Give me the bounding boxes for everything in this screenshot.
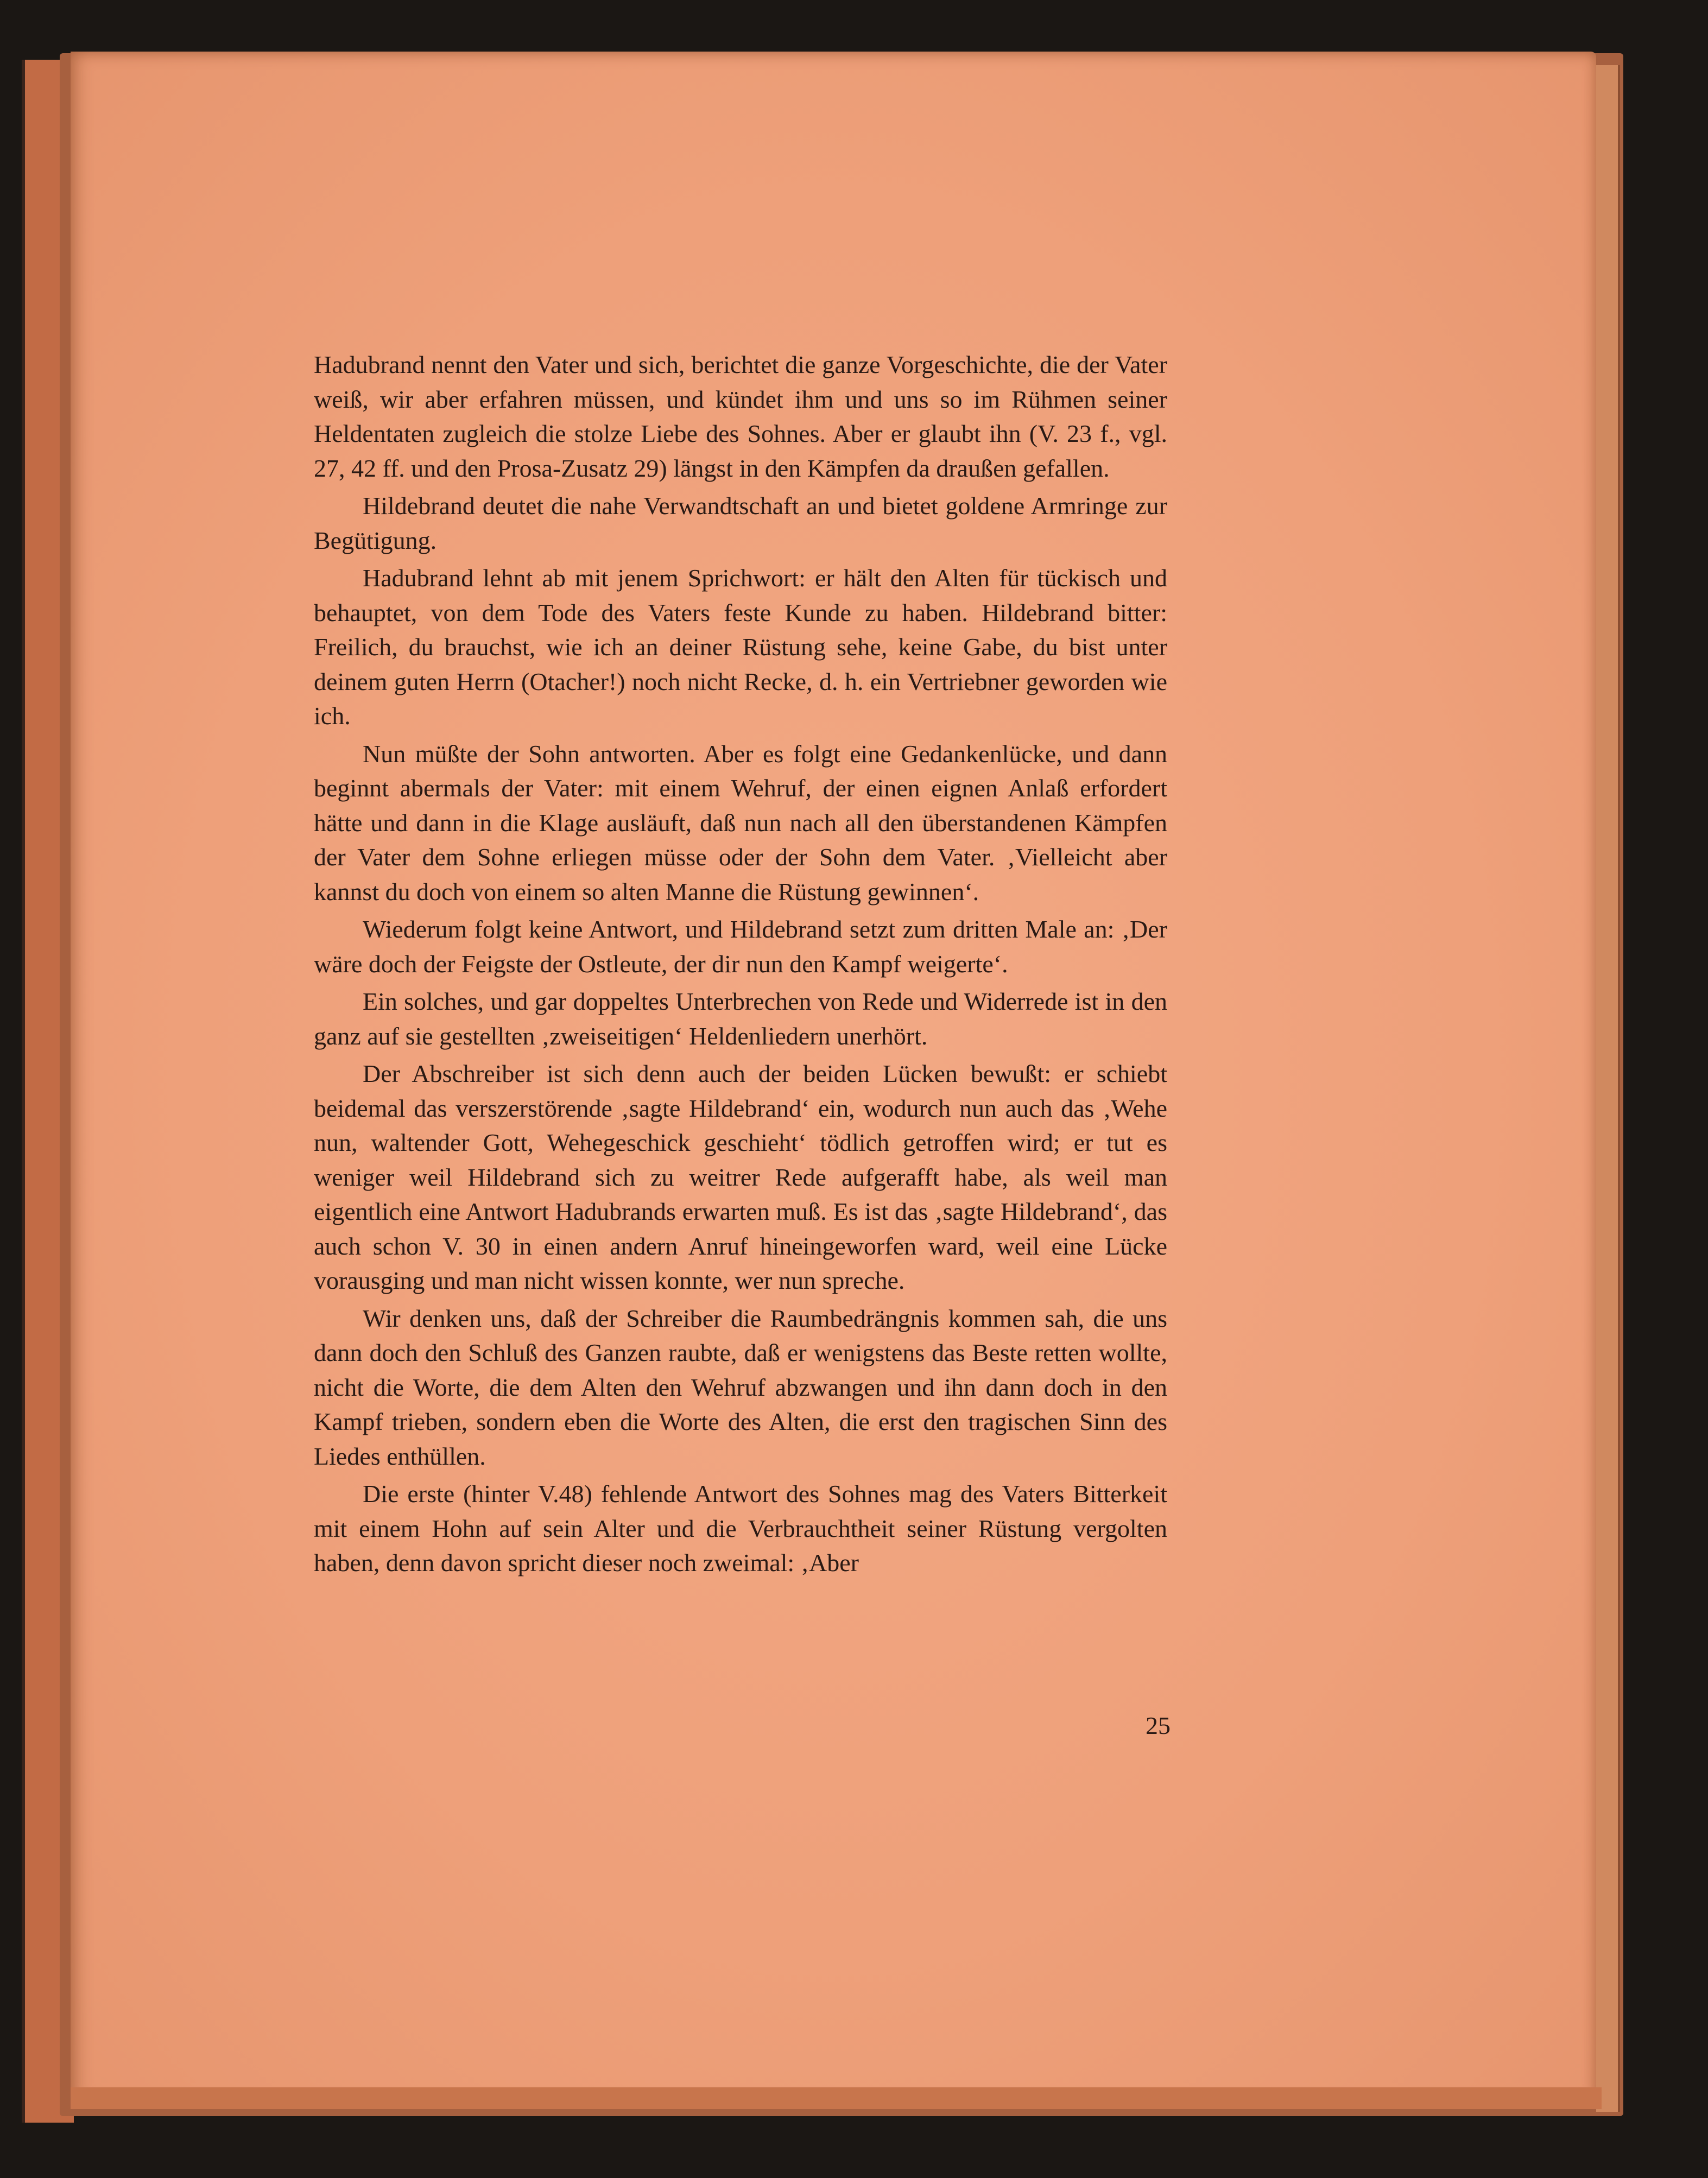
paragraph: Hadubrand lehnt ab mit jenem Sprichwort: er hält den Alten für tückisch und behauptet, von dem Tode des Vaters feste Kunde zu haben. Hildebrand bitter: Freilich, du brauchst, wie ich an deiner Rüstung sehe, keine Gabe, du bist unter deinem guten Herrn (Otacher!) noch nicht Recke, d. h. ein Vertriebner geworden wie ich. [314, 564, 1167, 730]
paragraph: Der Abschreiber ist sich denn auch der beiden Lücken bewußt: er schiebt beidemal das verszerstörende ‚sagte Hildebrand‘ ein, wodurch nun auch das ‚Wehe nun, waltender Gott, Wehegeschick geschieht‘ tödlich getroffen wird; er tut es weniger weil Hildebrand sich zu weitrer Rede aufgerafft habe, als weil man eigentlich eine Antwort Hadubrands erwarten muß. Es ist das ‚sagte Hildebrand‘, das auch schon V. 30 in einen andern Anruf hineingeworfen ward, weil eine Lücke vorausging und man nicht wissen konnte, wer nun spreche. [314, 1060, 1167, 1294]
paragraph: Wir denken uns, daß der Schreiber die Raumbedrängnis kommen sah, die uns dann doch den Schluß des Ganzen raubte, daß er wenigstens das Beste retten wollte, nicht die Worte, die dem Alten den Wehruf abzwangen und ihn dann doch in den Kampf trieben, sondern eben die Worte des Alten, die erst den tragischen Sinn des Liedes enthüllen. [314, 1304, 1167, 1470]
body-text [314, 347, 1167, 1580]
page-bottom-edge [71, 2087, 1602, 2109]
paragraph: Wiederum folgt keine Antwort, und Hildebrand setzt zum dritten Male an: ‚Der wäre doch der Feigste der Ostleute, der dir nun den Kampf weigerte‘. [314, 915, 1167, 978]
page-edge [1596, 65, 1620, 2112]
paragraph: Die erste (hinter V.48) fehlende Antwort des Sohnes mag des Vaters Bitterkeit mit einem Hohn auf sein Alter und die Verbrauchtheit seiner Rüstung vergolten haben, denn davon spricht dieser noch zweimal: ‚Aber [314, 1480, 1167, 1576]
paragraph: Hildebrand deutet die nahe Verwandtschaft an und bietet goldene Armringe zur Begütigung. [314, 492, 1167, 554]
paragraph: Ein solches, und gar doppeltes Unterbrechen von Rede und Widerrede ist in den ganz auf sie gestellten ‚zweiseitigen‘ Heldenliedern unerhört. [314, 987, 1167, 1050]
paragraph: Hadubrand nennt den Vater und sich, berichtet die ganze Vorgeschichte, die der Vater weiß, wir aber erfahren müssen, und kündet ihm und uns so im Rühmen seiner Heldentaten zugleich die stolze Liebe des Sohnes. Aber er glaubt ihn (V. 23 f., vgl. 27, 42 ff. und den Prosa-Zusatz 29) längst in den Kämpfen da draußen gefallen. [314, 351, 1167, 482]
page-number: 25 [1146, 1712, 1171, 1739]
paragraph: Nun müßte der Sohn antworten. Aber es folgt eine Gedankenlücke, und dann beginnt abermals der Vater: mit einem Wehruf, der einen eignen Anlaß erfordert hätte und dann in die Klage ausläuft, daß nun nach all den überstandenen Kämpfen der Vater dem Sohne erliegen müsse oder der Sohn dem Vater. ‚Vielleicht aber kannst du doch von einem so alten Manne die Rüstung gewinnen‘. [314, 739, 1167, 906]
